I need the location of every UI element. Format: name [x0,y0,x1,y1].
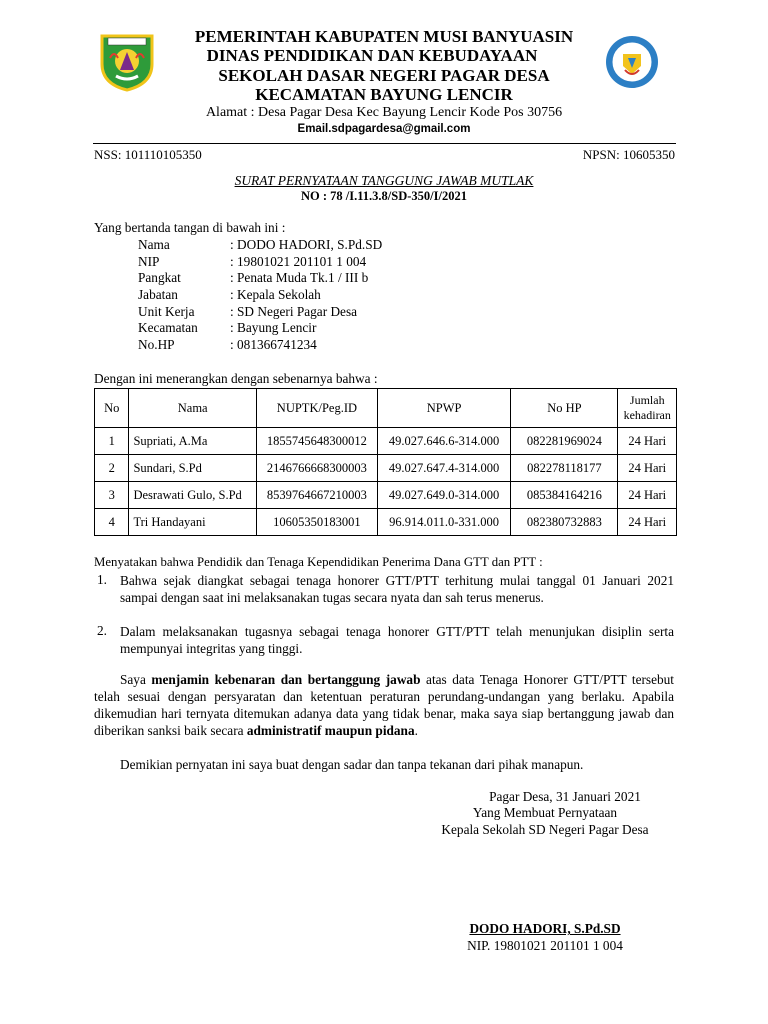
table-cell: 10605350183001 [256,509,377,536]
table-cell: 49.027.649.0-314.000 [377,482,510,509]
table-row [95,428,677,455]
column-header: No HP [511,389,618,428]
closing-text: Demikian pernyatan ini saya buat dengan sadar dan tanpa tekanan dari pihak manapun. [120,757,584,772]
signature-place-date: Pagar Desa, 31 Januari 2021 [489,789,641,804]
identity-row [138,254,366,271]
table-row [95,509,677,536]
table-cell: 8539764667210003 [256,482,377,509]
table-cell: 082281969024 [511,428,618,455]
identity-label: Pangkat [138,270,181,285]
header-line-4: KECAMATAN BAYUNG LENCIR [255,85,513,104]
identity-value: : SD Negeri Pagar Desa [230,304,358,319]
table-cell: 24 Hari [618,428,677,455]
guarantee-bold-text: menjamin kebenaran dan bertanggung jawab [151,672,421,687]
header-line-1: PEMERINTAH KABUPATEN MUSI BANYUASIN [194,27,574,46]
identity-row [138,320,316,337]
identity-label: Nama [138,237,170,252]
identity-value: : DODO HADORI, S.Pd.SD [230,237,383,252]
identity-row [138,270,368,287]
table-cell: 085384164216 [511,482,618,509]
point-number: 1. [97,572,107,587]
column-header: NPWP [377,389,510,428]
header-line-3: SEKOLAH DASAR NEGERI PAGAR DESA [218,66,550,85]
signature-role: Yang Membuat Pernyataan [472,805,618,820]
identity-value: : Kepala Sekolah [230,287,321,302]
intro-text: Yang bertanda tangan di bawah ini : [94,220,286,235]
statement-intro: Dengan ini menerangkan dengan sebenarnya bahwa : [94,371,378,386]
guarantee-bold-text: administratif maupun pidana [246,723,415,738]
table-cell: 1 [95,428,129,455]
table-cell: 2 [95,455,129,482]
header-divider [93,143,676,144]
table-cell: 082278118177 [511,455,618,482]
identity-label: Jabatan [138,287,178,302]
column-header: Jumlah kehadiran [618,389,677,428]
point-text: Bahwa sejak diangkat sebagai tenaga honorer GTT/PTT terhitung mulai tanggal 01 Januari 2021 sampai dengan saat ini melaksanakan tugas secara nyata dan sah terus menerus. [120,573,674,605]
npsn-number: NPSN: 10605350 [582,147,675,162]
table-row [95,455,677,482]
identity-value: : Penata Muda Tk.1 / III b [230,270,369,285]
nss-number: NSS: 101110105350 [94,147,202,162]
table-cell: 082380732883 [511,509,618,536]
header-address: Alamat : Desa Pagar Desa Kec Bayung Lencir Kode Pos 30756 [205,105,563,120]
table-cell: Tri Handayani [129,509,256,536]
table-cell: 24 Hari [618,482,677,509]
table-cell: Sundari, S.Pd [129,455,256,482]
identity-label: No.HP [138,337,175,352]
guarantee-text: . [414,723,418,738]
table-header-row [95,389,677,428]
guarantee-text: atas data Tenaga Honorer GTT/PTT tersebut telah sesuai dengan persyaratan dan ketentuan peraturan perundang-undangan yang berlaku. Apabila dikemudian hari ternyata ditemukan adanya data yang tidak benar, maka saya siap bertanggung jawab dan diberikan sanksi baik secara [94,672,675,738]
table-cell: 24 Hari [618,509,677,536]
column-header: NUPTK/Peg.ID [256,389,377,428]
table-row [95,482,677,509]
column-header: Nama [129,389,256,428]
table-cell: 96.914.011.0-331.000 [377,509,510,536]
column-header: No [95,389,129,428]
declaration-intro: Menyatakan bahwa Pendidik dan Tenaga Kependidikan Penerima Dana GTT dan PTT : [94,555,543,569]
identity-row [138,287,321,304]
table-cell: 4 [95,509,129,536]
header-line-2: DINAS PENDIDIKAN DAN KEBUDAYAAN [206,46,538,65]
table-cell: Supriati, A.Ma [129,428,256,455]
identity-row [138,304,357,321]
identity-label: NIP [138,254,160,269]
identity-value: : Bayung Lencir [230,320,317,335]
point-number: 2. [97,623,107,638]
honorer-table [94,388,677,536]
table-cell: 1855745648300012 [256,428,377,455]
identity-value: : 19801021 201101 1 004 [230,254,367,269]
identity-label: Kecamatan [138,320,198,335]
letter-number: NO : 78 /I.11.3.8/SD-350/I/2021 [301,189,467,203]
identity-label: Unit Kerja [138,304,195,319]
guarantee-text: Saya [120,672,152,687]
table-cell: Desrawati Gulo, S.Pd [129,482,256,509]
table-cell: 49.027.647.4-314.000 [377,455,510,482]
guarantee-paragraph [94,671,674,739]
table-cell: 24 Hari [618,455,677,482]
identity-row [138,337,317,354]
signature-position: Kepala Sekolah SD Negeri Pagar Desa [441,822,649,837]
identity-value: : 081366741234 [230,337,317,352]
signatory-nip: NIP. 19801021 201101 1 004 [467,938,623,953]
table-cell: 3 [95,482,129,509]
table-cell: 2146766668300003 [256,455,377,482]
signatory-name: DODO HADORI, S.Pd.SD [469,921,621,936]
letter-title: SURAT PERNYATAAN TANGGUNG JAWAB MUTLAK [234,173,534,188]
point-text: Dalam melaksanakan tugasnya sebagai tenaga honorer GTT/PTT telah menunjukan disiplin serta mempunyai integritas yang tinggi. [120,624,674,656]
header-email: Email.sdpagardesa@gmail.com [297,123,471,135]
identity-row [138,237,382,254]
table-cell: 49.027.646.6-314.000 [377,428,510,455]
